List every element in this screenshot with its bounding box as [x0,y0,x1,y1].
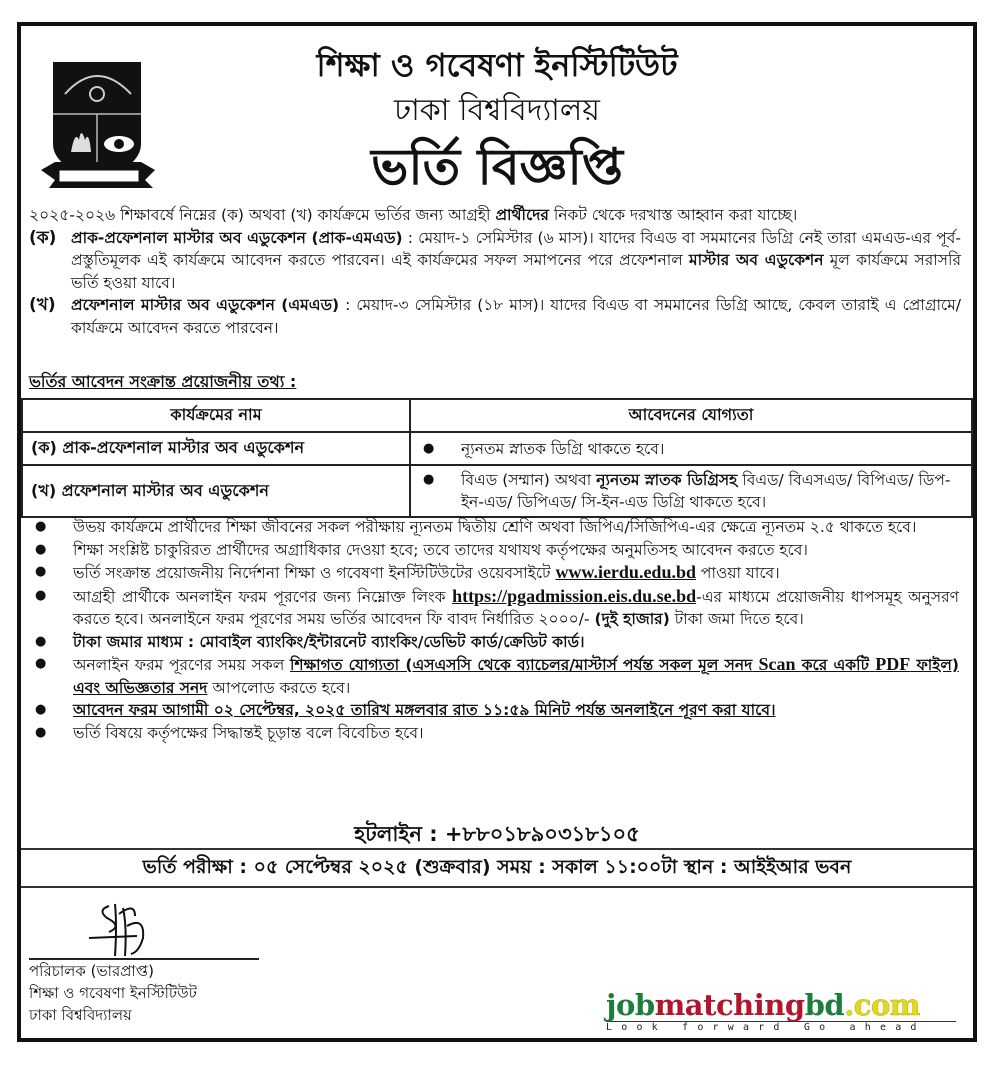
column-header: কার্যক্রমের নাম [22,399,410,432]
watermark-logo: jobmatchingbd.com Look forward Go ahead [606,990,966,1030]
notice-header [21,26,973,201]
program-name-cell: (ক) প্রাক-প্রফেশনাল মাস্টার অব এডুকেশন [22,432,410,465]
item-label: (খ) [29,295,56,315]
eligibility-cell: ● ন্যূনতম স্নাতক ডিগ্রি থাকতে হবে। [410,432,972,465]
list-item: ● ভর্তি সংক্রান্ত প্রয়োজনীয় নির্দেশনা শিক্ষা ও গবেষণা ইনস্টিটিউটের ওয়েবসাইটে www.ierdu.edu.bd পাওয়া যাবে। [29,561,959,585]
signature-block [29,896,269,1026]
table-row [22,465,972,517]
intro-section [29,204,961,339]
list-item: ● ভর্তি বিষয়ে কর্তৃপক্ষের সিদ্ধান্তই চূড়ান্ত বলে বিবেচিত হবে। [29,722,959,745]
program-title: প্রফেশনাল মাস্টার অব এডুকেশন (এমএড) [71,296,340,314]
signature-icon [79,896,169,958]
university-title: ঢাকা বিশ্ববিদ্যালয় [394,93,600,128]
list-item: ● অনলাইন ফরম পূরণের সময় সকল শিক্ষাগত যোগ্যতা (এসএসসি থেকে ব্যাচেলর/মাস্টার্স পর্যন্ত সকল মূল সনদ Scan করে একটি PDF ফাইল) এবং অভিজ্ঞতার সনদ আপলোড করতে হবে। [29,653,959,699]
table-row [22,432,972,465]
table-header-row [22,399,972,432]
intro-lead: ২০২৫-২০২৬ শিক্ষাবর্ষে নিম্নের (ক) অথবা (খ) কার্যক্রমে ভর্তির জন্য আগ্রহী প্রার্থীদের নিকট থেকে দরখাস্ত আহ্বান করা যাচ্ছে। [29,206,798,224]
item-label: (ক) [29,227,57,248]
list-item: ● আবেদন ফরম আগামী ০২ সেপ্টেম্বর, ২০২৫ তারিখ মঙ্গলবার রাত ১১:৫৯ মিনিট পর্যন্ত অনলাইনে পূরণ করা যাবে। [29,699,959,722]
eligibility-cell: ● বিএড (সম্মান) অথবা ন্যূনতম স্নাতক ডিগ্রিসহ বিএড/ বিএসএড/ বিপিএড/ ডিপ-ইন-এড/ ডিপিএড/ সি-ইন-এড ডিগ্রি থাকতে হবে। [410,465,972,517]
eligibility-table [21,398,973,518]
instructions-list [29,516,959,744]
column-header: আবেদনের যোগ্যতা [410,399,972,432]
signatory-designation: পরিচালক (ভারপ্রাপ্ত) [29,962,154,980]
watermark-tagline: Look forward Go ahead [606,1022,926,1033]
institute-website-link[interactable]: www.ierdu.edu.bd [555,562,696,582]
admission-portal-link[interactable]: https://pgadmission.eis.du.se.bd [452,585,697,606]
list-item: ● শিক্ষা সংশ্লিষ্ট চাকুরিরত প্রার্থীদের অগ্রাধিকার দেওয়া হবে; তবে তাদের যথাযথ কর্তৃপক্ষের অনুমতিসহ আবেদন করতে হবে। [29,539,959,562]
institute-title: শিক্ষা ও গবেষণা ইনস্টিটিউট [316,46,678,84]
signatory-university: ঢাকা বিশ্ববিদ্যালয় [29,1006,132,1024]
signatory-institute: শিক্ষা ও গবেষণা ইনস্টিটিউট [29,984,197,1002]
program-item-ka: (ক) প্রাক-প্রফেশনাল মাস্টার অব এডুকেশন (প্রাক-এমএড) : মেয়াদ-১ সেমিস্টার (৬ মাস)। যাদের বিএড বা সমমানের ডিগ্রি নেই তারা এমএড-এর পূর্ব-প্রস্তুতিমূলক এই কার্যক্রমে আবেদন করতে পারবেন। এই কার্যক্রমের সফল সমাপনের পরে প্রফেশনাল মাস্টার অব এডুকেশন মূল কার্যক্রমে সরাসরি ভর্তি হওয়া যাবে। [29,227,961,295]
list-item: ● আগ্রহী প্রার্থীকে অনলাইন ফরম পূরণের জন্য নিম্নোক্ত লিংক https://pgadmission.eis.du.se.bd-এর মাধ্যমে প্রয়োজনীয় ধাপসমূহ অনুসরণ করতে হবে। অনলাইনে ফরম পূরণের সময় ভর্তির আবেদন ফি বাবদ নির্ধারিত ২০০০/- (দুই হাজার) টাকা জমা দিতে হবে। [29,585,959,631]
notice-title: ভর্তি বিজ্ঞপ্তি [371,138,623,196]
program-title: প্রাক-প্রফেশনাল মাস্টার অব এডুকেশন (প্রাক-এমএড) [71,228,403,247]
university-crest-icon [41,44,161,194]
hotline-number: হটলাইন : +৮৮০১৮৯০৩১৮১০৫ [354,822,640,846]
program-item-kha: (খ) প্রফেশনাল মাস্টার অব এডুকেশন (এমএড) : মেয়াদ-৩ সেমিস্টার (১৮ মাস)। যাদের বিএড বা সমমানের ডিগ্রি আছে, কেবল তারাই এ প্রোগ্রামে/কার্যক্রমে আবেদন করতে পারবেন। [29,294,961,339]
program-name-cell: (খ) প্রফেশনাল মাস্টার অব এডুকেশন [22,465,410,517]
list-item: ● উভয় কার্যক্রমে প্রার্থীদের শিক্ষা জীবনের সকল পরীক্ষায় ন্যূনতম দ্বিতীয় শ্রেণি অথবা জিপিএ/সিজিপিএ-এর ক্ষেত্রে ন্যূনতম ২.৫ থাকতে হবে। [29,516,959,539]
list-item: ● টাকা জমার মাধ্যম : মোবাইল ব্যাংকিং/ইন্টারনেট ব্যাংকিং/ডেভিট কার্ড/ক্রেডিট কার্ড। [29,631,959,654]
notice-frame [17,22,977,1042]
section-heading: ভর্তির আবেদন সংক্রান্ত প্রয়োজনীয় তথ্য : [29,372,297,391]
exam-info: ভর্তি পরীক্ষা : ০৫ সেপ্টেম্বর ২০২৫ (শুক্রবার) সময় : সকাল ১১:০০টা স্থান : আইইআর ভবন [21,848,973,888]
